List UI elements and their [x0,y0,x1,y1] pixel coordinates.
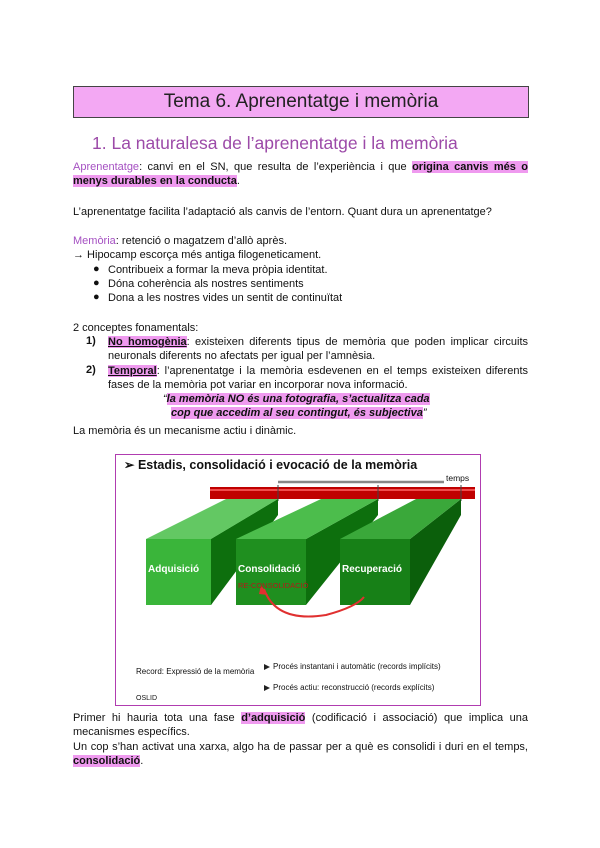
temps-label: temps [446,473,470,483]
quote-line1 [163,393,430,405]
closing-text-b: (codificació i associació) que implica una [305,712,528,724]
aprenentatge-highlight-2: menys durables en la conducta [73,175,237,187]
concepts-intro: 2 conceptes fonamentals: [73,322,199,334]
bullet-dot: ● [93,277,100,289]
concept-1-line1 [108,335,528,349]
bullet-item-1: Contribueix a formar la meva pròpia identitat. [108,264,328,276]
stage-adquisicio: Adquisició [148,564,200,575]
page-title-box [73,86,529,118]
closing-highlight-adquisicio: d’adquisició [241,712,306,724]
concept-2-line2: fases de la memòria pot variar en incorporar nova informació. [108,379,408,391]
closing-line2: mecanismes específics. [73,726,190,738]
bullet-item-3: Dona a les nostres vides un sentit de continuïtat [108,292,343,304]
section-title: 1. La naturalesa de l’aprenentatge i la memòria [92,133,458,153]
closing-text-a: Primer hi hauria tota una fase [73,712,242,724]
bullet-item-2: Dóna coherència als nostres sentiments [108,278,304,290]
quote-text-2: cop que accedim al seu contingut, és subjectiva [171,407,423,419]
stage-consolidacio: Consolidació [238,564,301,575]
aprenentatge-def: : canvi en el SN, que resulta de l’experiència i que [139,161,413,173]
diagram-title: ➢ Estadis, consolidació i evocació de la memòria [124,458,418,472]
closing-line4 [73,754,143,768]
closing-end: . [140,755,144,767]
bullet-dot: ● [93,263,100,275]
aprenentatge-highlight-1: origina canvis més o [412,161,528,173]
arrow-bullet [264,664,270,670]
memoria-term: Memòria [73,235,116,247]
memoria-def-text: : retenció o magatzem d’allò après. [115,235,287,247]
memory-stages-diagram [115,454,481,706]
closing-highlight-consolidacio: consolidació [73,755,141,767]
paragraph-adaptation: L’aprenentatge facilita l’adaptació als canvis de l’entorn. Quant dura un aprenentatge? [73,206,492,218]
bullet-dot: ● [93,291,100,303]
closing-line3: Un cop s’han activat una xarxa, algo ha de passar per a què es consolidi i duri en el temps, [73,741,528,753]
concept-1-line2: neuronals diferents no afectats per igual per l’amnèsia. [108,350,376,362]
memoria-def [73,234,287,248]
page-title: Tema 6. Aprenentatge i memòria [163,91,439,112]
diagram-title-text: Estadis, consolidació i evocació de la memòria [137,458,418,472]
source-label: OSLID [136,695,158,702]
closing-line1 [73,711,528,725]
aprenentatge-def-line2 [73,174,240,188]
aprenentatge-def-end: . [236,175,240,187]
concept-2-text: : l’aprenentatge i la memòria esdevenen en el temps existeixen diferents [156,365,528,377]
aprenentatge-def-line1 [73,160,528,174]
process-explicit: Procés actiu: reconstrucció (records explícits) [273,683,435,692]
quote-open: “ [163,393,167,405]
concept-2-term: Temporal [108,365,157,377]
quote-line2 [171,407,427,419]
stage-recuperacio: Recuperació [342,564,403,575]
quote-text-1: la memòria NO és una fotografia, s’actualitza cada [166,393,430,405]
concept-1-text: : existeixen diferents tipus de memòria que poden implicar circuits [186,336,529,348]
concept-1-term: No homogènia [108,336,187,348]
quote-close: ” [422,407,427,419]
concept-2-number: 2) [86,364,96,376]
aprenentatge-term: Aprenentatge [73,161,140,173]
reconsolidation-label: RE-CONSOLIDACIÓ [238,581,309,590]
process-implicit: Procés instantani i automàtic (records implícits) [273,662,441,671]
record-label: Record: Expressió de la memòria [136,667,255,676]
hippocampus-line: → Hipocamp escorça més antiga filogeneticament. [73,249,322,261]
concept-1-number: 1) [86,335,96,347]
concept-2-line1 [108,364,528,378]
time-bar [210,487,475,499]
arrow-bullet [264,685,270,691]
mechanism-line: La memòria és un mecanisme actiu i dinàmic. [73,425,297,437]
